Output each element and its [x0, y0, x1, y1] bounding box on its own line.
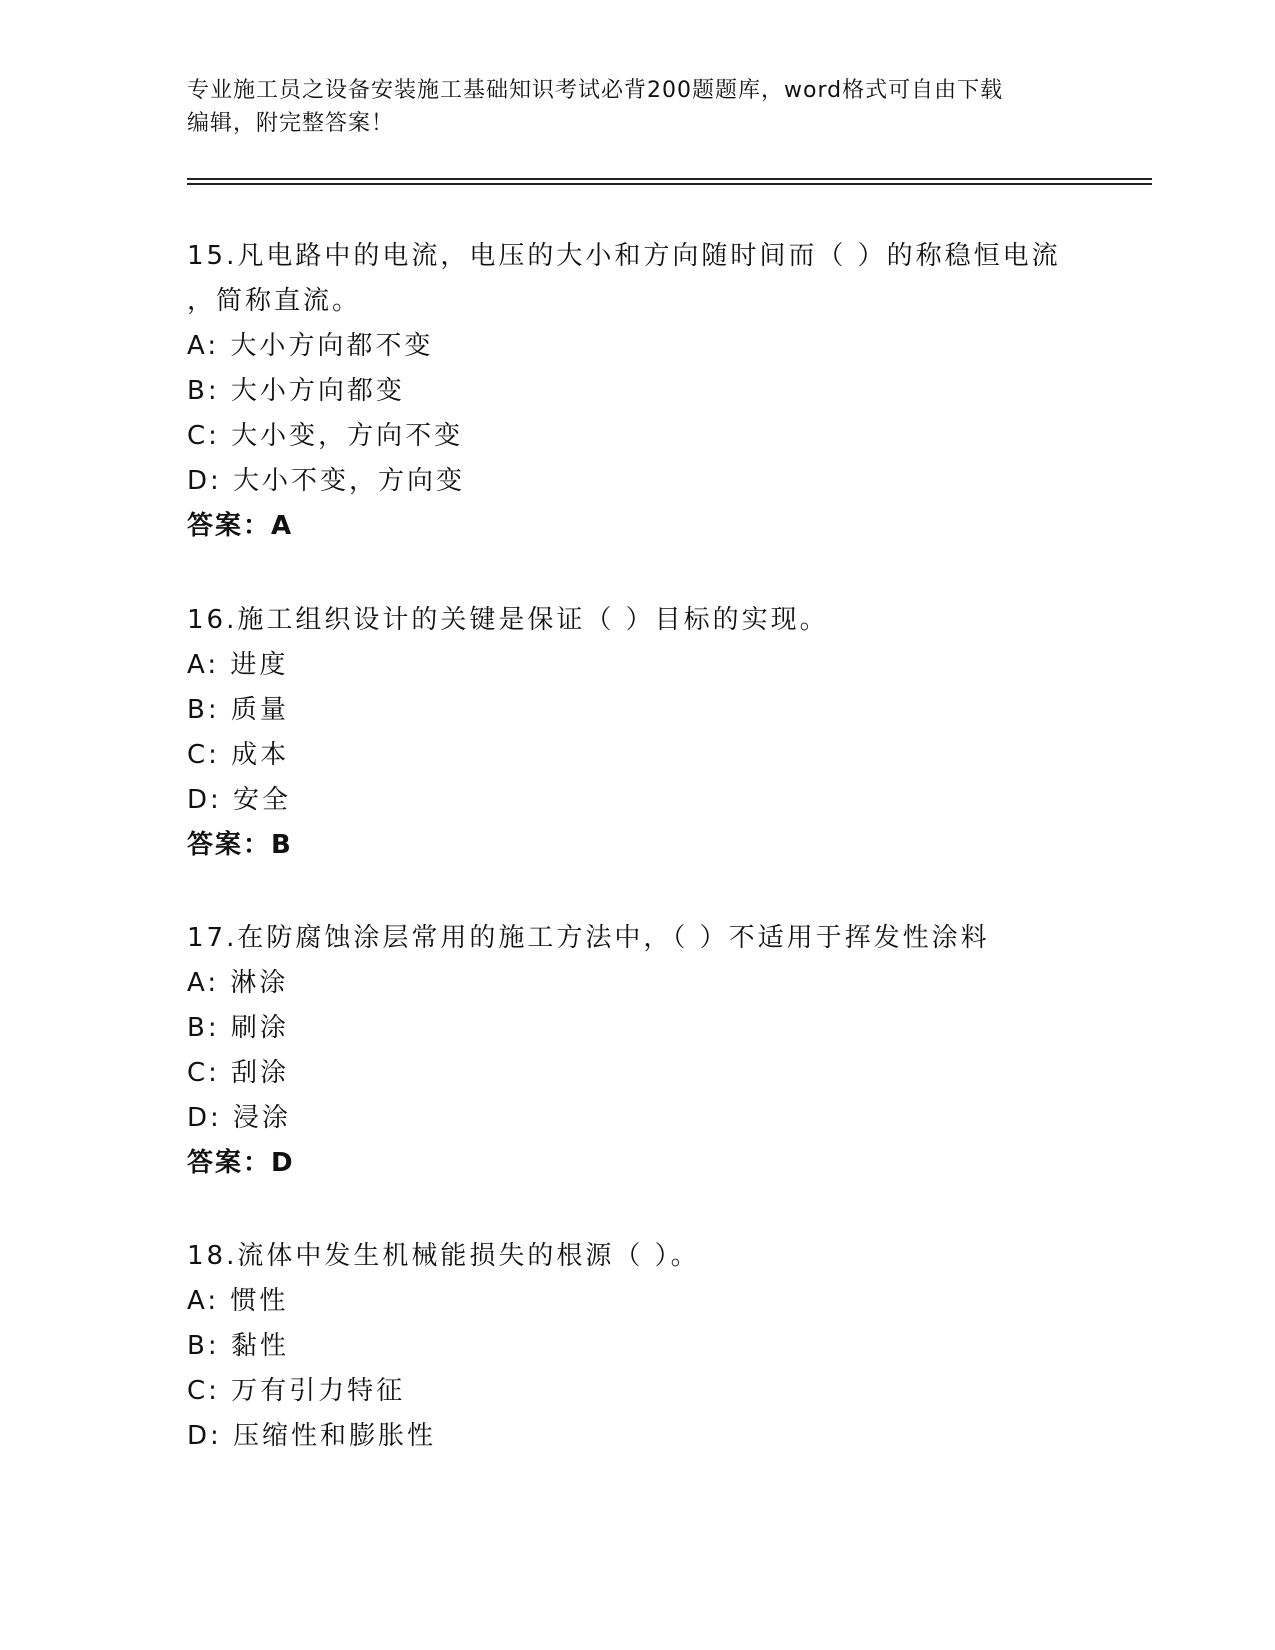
option-b: B: 大小方向都变 [187, 376, 405, 406]
question-15 [187, 234, 1067, 549]
question-text-continued: ，简称直流。 [187, 286, 362, 316]
option-a: A: 淋涂 [187, 968, 289, 998]
question-text: 16.施工组织设计的关键是保证（ ）目标的实现。 [187, 605, 829, 635]
option-a: A: 惯性 [187, 1286, 289, 1316]
question-16 [187, 598, 1067, 868]
option-d: D: 压缩性和膨胀性 [187, 1421, 437, 1451]
answer-line: 答案：D [187, 1148, 295, 1178]
question-text: 15.凡电路中的电流，电压的大小和方向随时间而（ ）的称稳恒电流 [187, 241, 1061, 271]
option-c: C: 万有引力特征 [187, 1376, 406, 1406]
option-b: B: 黏性 [187, 1331, 289, 1361]
option-b: B: 刷涂 [187, 1013, 289, 1043]
option-d: D: 浸涂 [187, 1103, 292, 1133]
option-b: B: 质量 [187, 695, 289, 725]
header-line-1: 专业施工员之设备安装施工基础知识考试必背200题题库，word格式可自由下载 [187, 78, 1004, 103]
option-a: A: 大小方向都不变 [187, 331, 434, 361]
header-divider-bottom [187, 183, 1152, 185]
answer-line: 答案：B [187, 830, 293, 860]
question-text: 17.在防腐蚀涂层常用的施工方法中，（ ）不适用于挥发性涂料 [187, 923, 990, 953]
header-divider-top [187, 178, 1152, 180]
answer-line: 答案：A [187, 511, 294, 541]
document-header [187, 74, 1087, 140]
option-c: C: 刮涂 [187, 1058, 290, 1088]
option-c: C: 成本 [187, 740, 290, 770]
question-17 [187, 916, 1067, 1186]
header-line-2: 编辑，附完整答案！ [187, 111, 395, 136]
option-d: D: 安全 [187, 785, 292, 815]
option-d: D: 大小不变，方向变 [187, 466, 466, 496]
option-a: A: 进度 [187, 650, 289, 680]
question-text: 18.流体中发生机械能损失的根源（ ）。 [187, 1241, 700, 1271]
question-18 [187, 1234, 1067, 1459]
option-c: C: 大小变，方向不变 [187, 421, 464, 451]
